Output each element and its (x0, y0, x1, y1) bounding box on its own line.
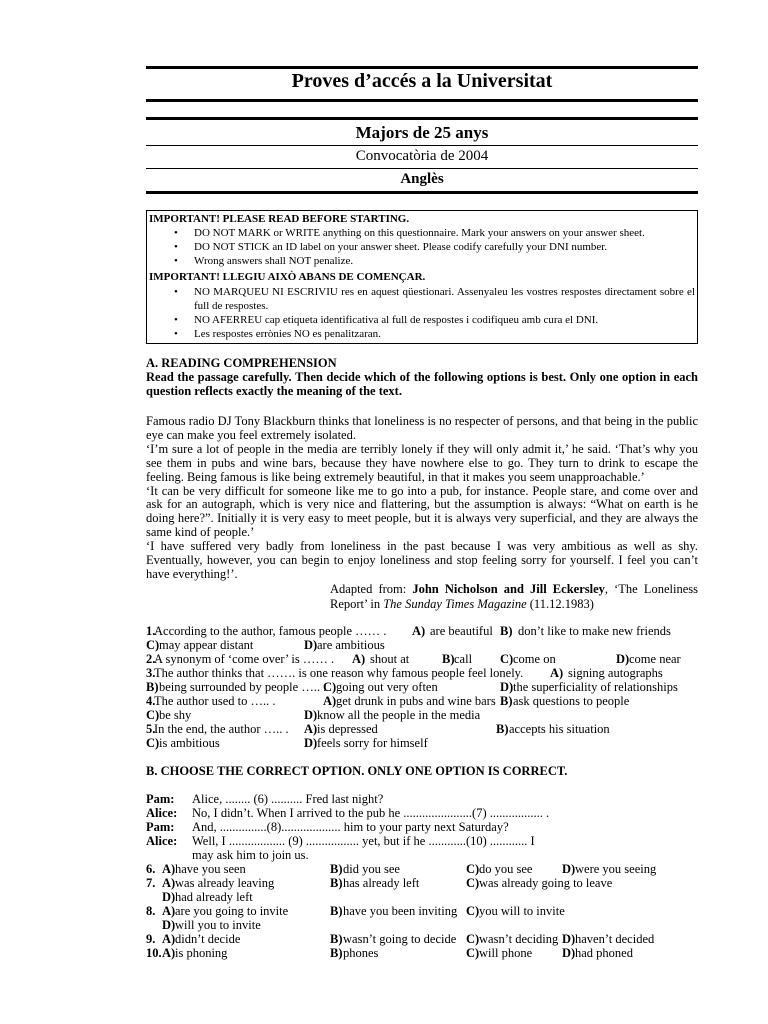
reference-title: , ‘The Loneliness Report’ in (330, 582, 698, 611)
option-label: C) (500, 652, 514, 666)
rule (146, 168, 698, 169)
option-label: 4. (146, 694, 156, 708)
option-text: get drunk in pubs and wine bars (336, 694, 496, 708)
option-text: are you going to invite (175, 904, 289, 918)
option-text: you will to invite (479, 904, 565, 918)
passage-reference (330, 582, 698, 612)
option-text: wasn’t deciding (479, 932, 559, 946)
dialogue-speaker: Alice: (146, 834, 178, 848)
question-line (146, 932, 698, 946)
option-label: 3. (146, 666, 156, 680)
option-text: The author thinks that ……. is one reason why famous people feel lonely. (154, 666, 524, 680)
option-text: the superficiality of relationships (513, 680, 678, 694)
option-text: was already going to leave (479, 876, 613, 890)
option-text: had phoned (575, 946, 633, 960)
section-b-heading: B. CHOOSE THE CORRECT OPTION. ONLY ONE OPTION IS CORRECT. (146, 764, 568, 778)
option-label: C) (466, 904, 480, 918)
option-text: are ambitious (317, 638, 385, 652)
option-label: A) (550, 666, 564, 680)
option-text: have you been inviting (343, 904, 458, 918)
option-text: haven’t decided (575, 932, 655, 946)
question-number: 7. (146, 876, 156, 890)
question-line (146, 946, 698, 960)
option-label: A) (162, 862, 176, 876)
option-text: shout at (370, 652, 410, 666)
option-text: signing autographs (568, 666, 663, 680)
option-label: C) (466, 946, 480, 960)
option-label: D) (304, 736, 318, 750)
option-label: C) (466, 862, 480, 876)
dialogue-line: Alice, ........ (6) .......... Fred last night? (192, 792, 384, 806)
option-text: come near (629, 652, 681, 666)
option-label: D) (162, 918, 176, 932)
option-label: B) (500, 694, 513, 708)
notice-list-ca (147, 285, 697, 341)
option-label: B) (330, 904, 343, 918)
option-label: B) (500, 624, 513, 638)
option-text: is depressed (317, 722, 378, 736)
option-label: B) (442, 652, 455, 666)
passage-paragraph: Famous radio DJ Tony Blackburn thinks that loneliness is no respecter of persons, and that being in the public eye can make you feel extremely isolated. (146, 414, 698, 442)
option-text: come on (513, 652, 556, 666)
option-text: know all the people in the media (317, 708, 481, 722)
option-text: didn’t decide (175, 932, 241, 946)
option-label: 5. (146, 722, 156, 736)
option-label: C) (466, 876, 480, 890)
option-text: accepts his situation (509, 722, 610, 736)
option-text: feels sorry for himself (317, 736, 428, 750)
option-text: was already leaving (175, 876, 275, 890)
reference-date: (11.12.1983) (526, 597, 594, 611)
dialogue-speaker: Pam: (146, 792, 175, 806)
option-label: C) (146, 736, 160, 750)
dialogue-line: And, ...............(8)................... him to your party next Saturday? (192, 820, 509, 834)
rule (146, 99, 698, 102)
option-text: being surrounded by people ….. . (159, 680, 327, 694)
option-text: The author used to ….. . (154, 694, 276, 708)
question-line (146, 638, 698, 652)
option-label: C) (146, 638, 160, 652)
question-line (146, 694, 698, 708)
option-text: are beautiful (430, 624, 493, 638)
option-label: D) (500, 680, 514, 694)
option-text: In the end, the author ….. . (154, 722, 289, 736)
reference-magazine: The Sunday Times Magazine (383, 597, 527, 611)
option-label: A) (162, 876, 176, 890)
notice-heading-ca: IMPORTANT! LLEGIU AIXÒ ABANS DE COMENÇAR. (149, 271, 426, 283)
option-label: D) (562, 946, 576, 960)
option-text: wasn’t going to decide (343, 932, 457, 946)
section-a-instructions: Read the passage carefully. Then decide which of the following options is best. Only one option in each question reflects exactly the meaning of the text. (146, 370, 698, 398)
question-line (146, 708, 698, 722)
option-text: will phone (479, 946, 533, 960)
option-text: be shy (159, 708, 192, 722)
option-label: A) (162, 904, 176, 918)
option-label: B) (330, 862, 343, 876)
option-label: A) (162, 932, 176, 946)
option-label: D) (304, 638, 318, 652)
notice-item: • Les respostes errònies NO es penalitzaran. (147, 327, 697, 341)
option-text: phones (343, 946, 379, 960)
exam-subject: Anglès (400, 171, 444, 187)
notice-item: • NO MARQUEU NI ESCRIVIU res en aquest qüestionari. Assenyaleu les vostres respostes directament sobre el full de respostes. (147, 285, 697, 313)
option-label: B) (330, 932, 343, 946)
question-line (146, 680, 698, 694)
reading-passage (146, 415, 698, 582)
option-label: C) (466, 932, 480, 946)
option-text: A synonym of ‘come over’ is …… . (154, 652, 335, 666)
option-label: A) (323, 694, 337, 708)
question-line (146, 736, 698, 750)
option-label: D) (616, 652, 630, 666)
exam-session: Convocatòria de 2004 (355, 148, 489, 164)
option-label: A) (352, 652, 366, 666)
option-text: going out very often (336, 680, 438, 694)
option-label: D) (162, 890, 176, 904)
notice-heading-en: IMPORTANT! PLEASE READ BEFORE STARTING. (149, 213, 410, 225)
passage-paragraph: ‘I have suffered very badly from loneliness in the past because I was very ambitious as well as shy. Eventually, however, you can begin to enjoy loneliness and stop feeling sorry for yourself. I feel you can’t have everything!’. (146, 539, 698, 581)
option-text: is phoning (175, 946, 228, 960)
option-label: 2. (146, 652, 156, 666)
question-line (146, 652, 698, 666)
question-line (146, 918, 698, 932)
question-line (146, 876, 698, 890)
option-label: D) (562, 932, 576, 946)
question-line (146, 666, 698, 680)
option-text: is ambitious (159, 736, 220, 750)
option-label: C) (323, 680, 337, 694)
option-text: did you see (343, 862, 400, 876)
question-line (146, 722, 698, 736)
option-label: B) (330, 946, 343, 960)
question-number: 9. (146, 932, 156, 946)
option-text: were you seeing (575, 862, 657, 876)
exam-subtitle: Majors de 25 anys (355, 123, 489, 142)
option-text: had already left (175, 890, 253, 904)
question-number: 10. (146, 946, 162, 960)
reference-prefix: Adapted from: (330, 582, 413, 596)
option-label: C) (146, 708, 160, 722)
rule (146, 145, 698, 146)
passage-paragraph: ‘I’m sure a lot of people in the media are terribly lonely if they will only admit it,’ he said. ‘That’s why you see them in pubs and wine bars, because they have nowhere else to go. They turn to drink to escape the feeling. Being famous is like being extremely beautiful, in that it makes you seem unapproachable.’ (146, 441, 698, 484)
option-label: B) (496, 722, 509, 736)
option-label: D) (562, 862, 576, 876)
notice-list-en (147, 226, 697, 268)
rule-top (146, 66, 698, 69)
option-label: 1. (146, 624, 156, 638)
question-line (146, 624, 698, 638)
question-line (146, 904, 698, 918)
option-text: do you see (479, 862, 533, 876)
question-number: 6. (146, 862, 156, 876)
option-text: have you seen (175, 862, 246, 876)
notice-item: • NO AFERREU cap etiqueta identificativa al full de respostes i codifiqueu amb cura el DNI. (147, 313, 697, 327)
option-text: may appear distant (159, 638, 254, 652)
dialogue-line: No, I didn’t. When I arrived to the pub he ......................(7) ................. . (192, 806, 550, 820)
question-line (146, 862, 698, 876)
question-line (146, 890, 698, 904)
dialogue-speaker: Pam: (146, 820, 175, 834)
option-text: don’t like to make new friends (518, 624, 671, 638)
notice-item: • DO NOT MARK or WRITE anything on this questionnaire. Mark your answers on your answer sheet. (147, 226, 697, 240)
option-label: B) (146, 680, 159, 694)
question-number: 8. (146, 904, 156, 918)
option-text: ask questions to people (513, 694, 630, 708)
option-label: A) (304, 722, 318, 736)
dialogue-line: Well, I .................. (9) ................. yet, but if he ............(10) ............ I may ask him to join us. (192, 834, 535, 862)
rule-bottom (146, 191, 698, 194)
option-text: has already left (343, 876, 420, 890)
option-text: will you to invite (175, 918, 261, 932)
option-label: A) (162, 946, 176, 960)
option-text: call (454, 652, 473, 666)
option-text: According to the author, famous people …… . (154, 624, 387, 638)
exam-title: Proves d’accés a la Universitat (291, 70, 553, 92)
passage-paragraph: ‘It can be very difficult for someone like me to go into a pub, for instance. People stare, and come over and ask for an autograph, which is very nice and flattering, but the assumption is always: “What on earth is he doing here?”. Initially it is very easy to meet people, but it is always very superficial, and they are always the same kind of people.’ (146, 483, 698, 540)
dialogue-speaker: Alice: (146, 806, 178, 820)
reference-authors: John Nicholson and Jill Eckersley (412, 582, 605, 596)
instructions-box (146, 210, 698, 344)
notice-item: • DO NOT STICK an ID label on your answer sheet. Please codify carefully your DNI number. (147, 240, 697, 254)
option-label: D) (304, 708, 318, 722)
option-label: A) (412, 624, 426, 638)
rule (146, 117, 698, 120)
option-label: B) (330, 876, 343, 890)
notice-item: • Wrong answers shall NOT penalize. (147, 254, 697, 268)
section-a-heading: A. READING COMPREHENSION (146, 356, 337, 370)
